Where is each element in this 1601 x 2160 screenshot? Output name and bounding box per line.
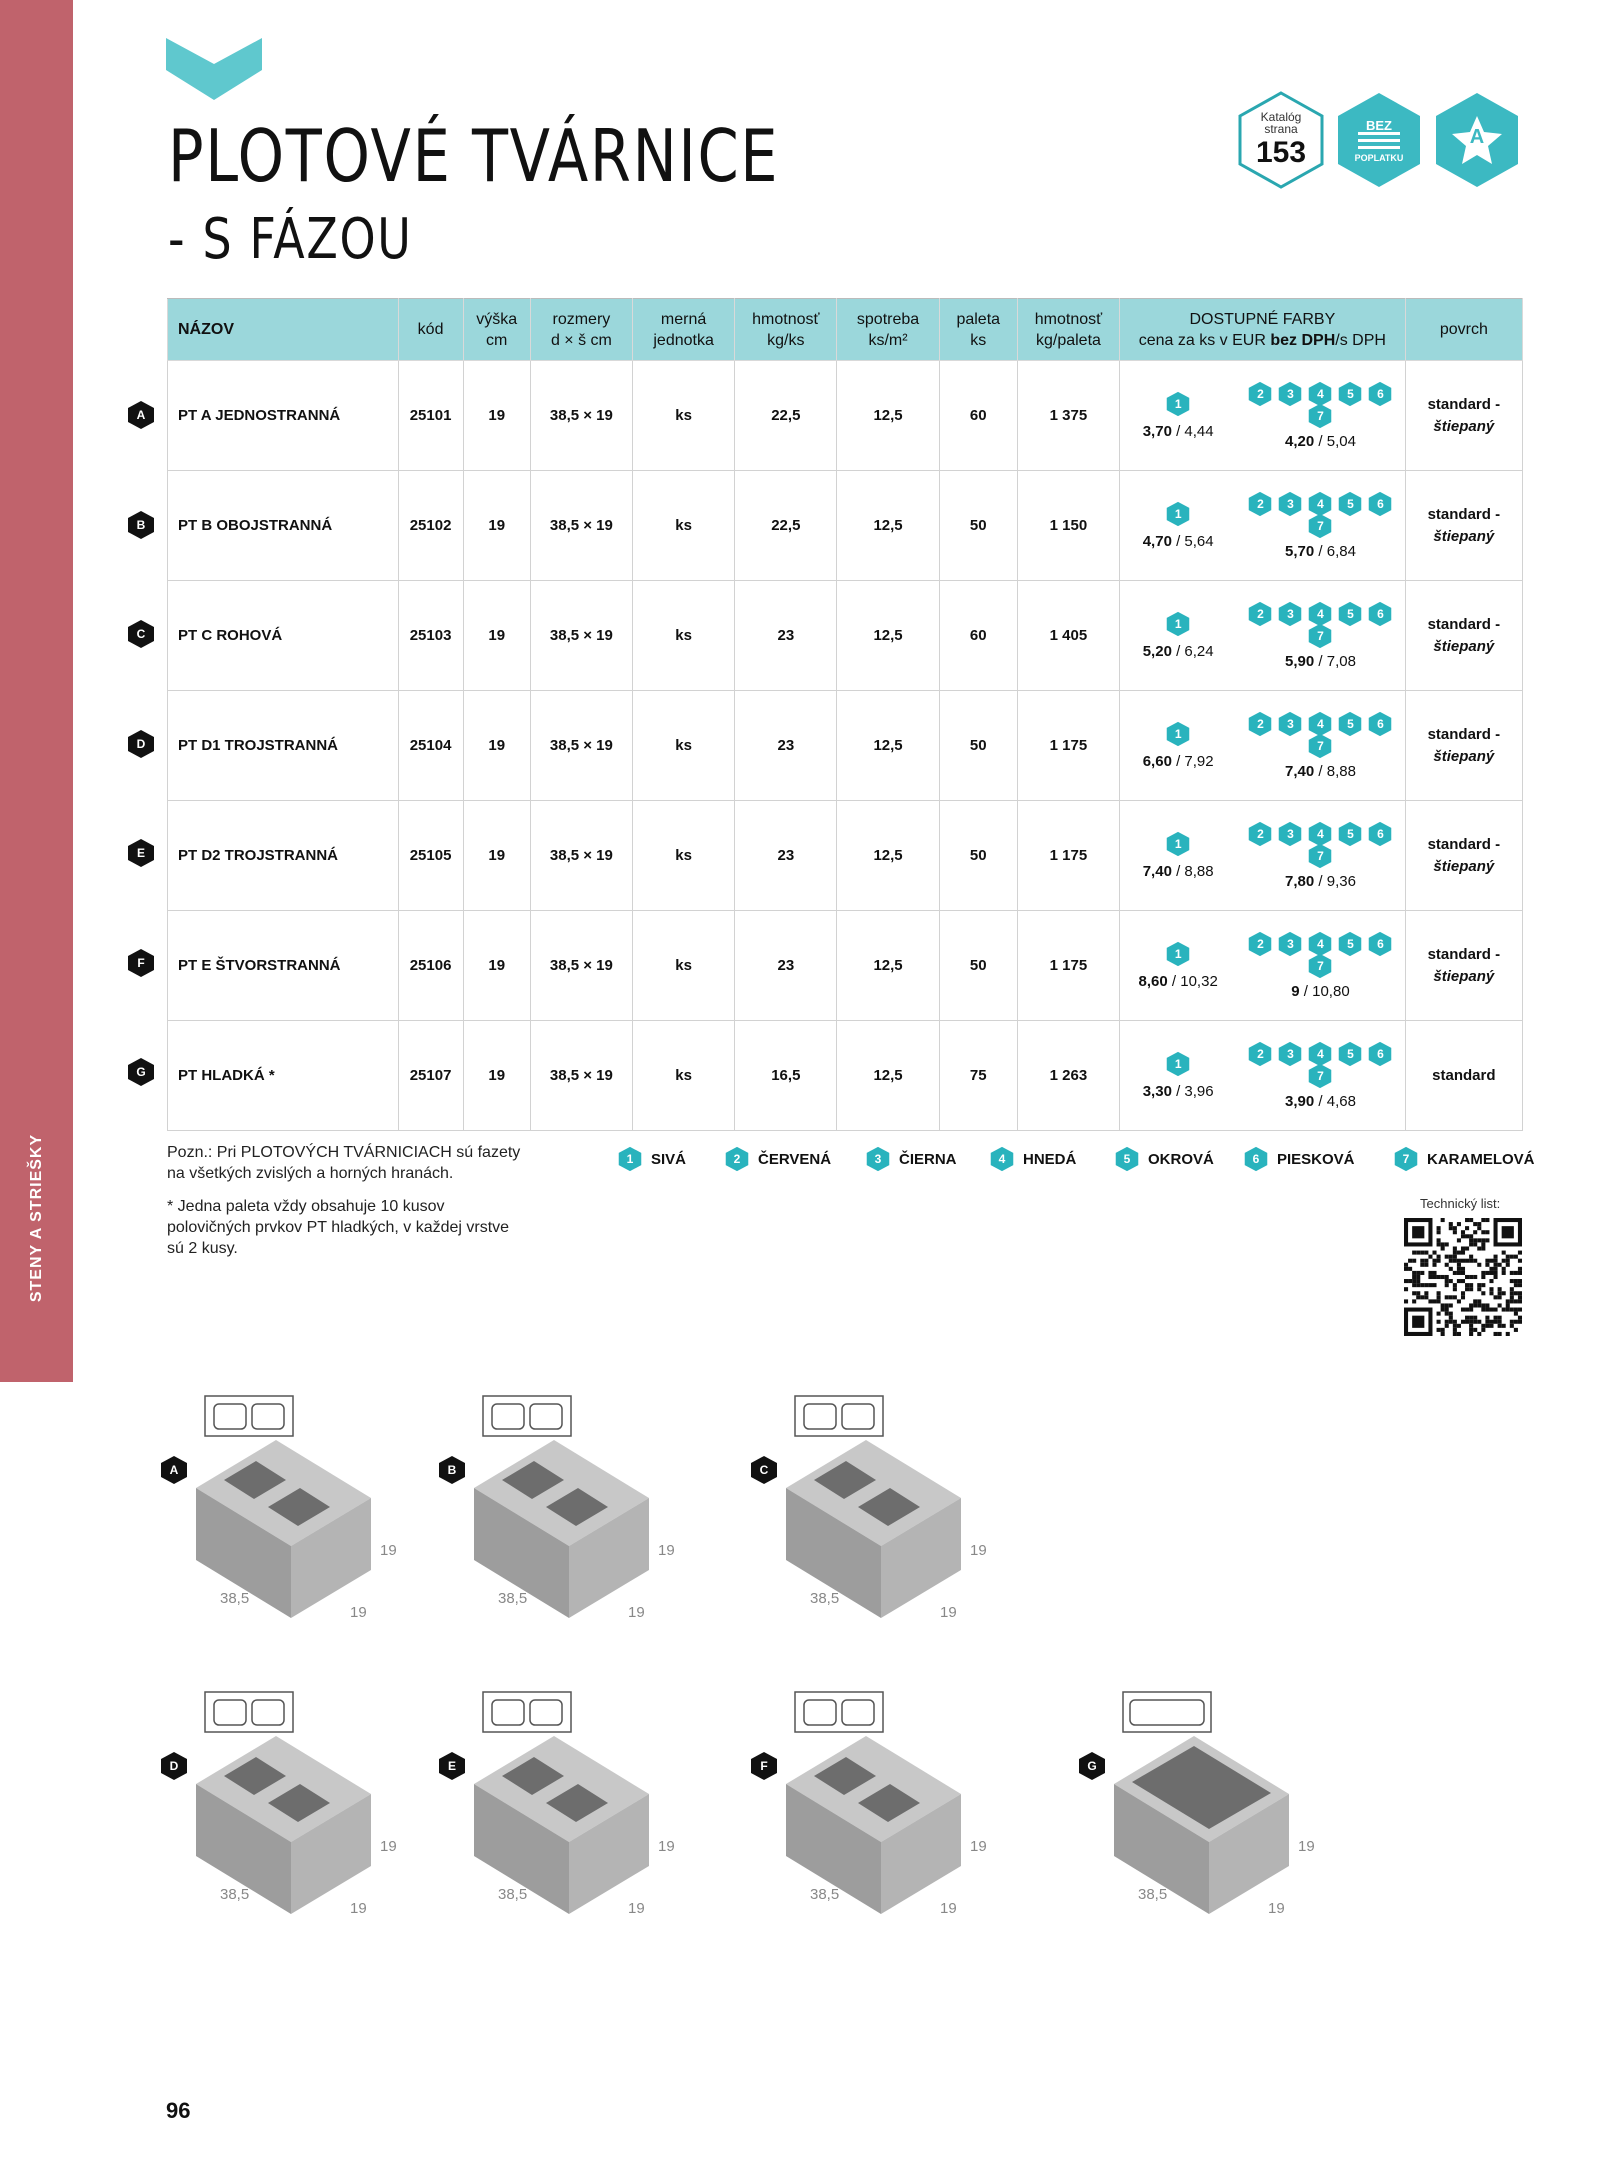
color-chip-7: 7 <box>1307 403 1333 429</box>
color-chip-1: 1 <box>1165 721 1191 747</box>
block-illustration-e <box>428 1686 688 1936</box>
color-chip-3: 3 <box>1277 491 1303 517</box>
color-chip-1: 1 <box>1165 611 1191 637</box>
product-dims: 38,5 × 19 <box>530 471 632 581</box>
product-weight: 23 <box>735 691 837 801</box>
product-height: 19 <box>463 1021 530 1131</box>
price-colored: 2 3 4 5 6 7 5,70 / 6,84 <box>1236 471 1405 581</box>
color-chip-3: 3 <box>1277 711 1303 737</box>
row-marker: C <box>127 619 155 649</box>
col-name: NÁZOV <box>168 299 399 361</box>
col-code: kód <box>398 299 463 361</box>
color-legend <box>617 1146 1535 1176</box>
dim-height: 19 <box>380 1542 397 1559</box>
product-unit: ks <box>633 691 735 801</box>
product-name: PT HLADKÁ * <box>168 1021 399 1131</box>
catalog-page-badge <box>1234 90 1328 190</box>
product-unit: ks <box>633 1021 735 1131</box>
color-chip-2: 2 <box>1247 821 1273 847</box>
product-name: PT D2 TROJSTRANNÁ <box>168 801 399 911</box>
legend-label: SIVÁ <box>651 1150 687 1168</box>
pallet-icon <box>1358 132 1400 149</box>
product-pallet: 50 <box>939 801 1017 911</box>
page-subtitle: - S FÁZOU <box>168 207 413 272</box>
color-chip-7: 7 <box>1307 953 1333 979</box>
color-chip-4: 4 <box>1307 491 1333 517</box>
page-number: 96 <box>166 2098 191 2123</box>
product-surface: standard <box>1405 1021 1522 1131</box>
product-code: 25105 <box>398 801 463 911</box>
sidebar-band <box>0 0 73 1382</box>
badge-group <box>1234 90 1524 190</box>
catalog-page-number: 153 <box>1255 136 1307 169</box>
product-surface: standard - štiepaný <box>1405 801 1522 911</box>
product-code: 25101 <box>398 361 463 471</box>
price-colored: 2 3 4 5 6 7 3,90 / 4,68 <box>1236 1021 1405 1131</box>
product-dims: 38,5 × 19 <box>530 691 632 801</box>
color-chip-6: 6 <box>1367 821 1393 847</box>
block-marker: C <box>750 1455 778 1485</box>
no-fee-badge <box>1332 90 1426 190</box>
col-colors: DOSTUPNÉ FARBY cena za ks v EUR bez DPH/s DPH <box>1120 299 1406 361</box>
table-row <box>168 471 1523 581</box>
product-code: 25103 <box>398 581 463 691</box>
color-chip-3: 3 <box>1277 931 1303 957</box>
color-chip-3: 3 <box>865 1146 891 1172</box>
row-marker: B <box>127 510 155 540</box>
product-height: 19 <box>463 471 530 581</box>
color-chip-5: 5 <box>1337 931 1363 957</box>
color-chip-7: 7 <box>1307 733 1333 759</box>
product-consumption: 12,5 <box>837 361 939 471</box>
product-weight: 22,5 <box>735 361 837 471</box>
product-pallet: 75 <box>939 1021 1017 1131</box>
color-chip-1: 1 <box>1165 941 1191 967</box>
color-chip-2: 2 <box>1247 491 1273 517</box>
product-name: PT D1 TROJSTRANNÁ <box>168 691 399 801</box>
product-height: 19 <box>463 581 530 691</box>
concrete-block-drawing <box>1068 1686 1328 1941</box>
color-chip-3: 3 <box>1277 381 1303 407</box>
product-code: 25106 <box>398 911 463 1021</box>
chevron-down-icon <box>166 38 262 100</box>
color-chip-5: 5 <box>1337 1041 1363 1067</box>
table-row <box>168 1021 1523 1131</box>
color-chip-4: 4 <box>989 1146 1015 1172</box>
legend-label: PIESKOVÁ <box>1277 1150 1355 1168</box>
row-marker: F <box>127 948 155 978</box>
product-name: PT C ROHOVÁ <box>168 581 399 691</box>
price-grey: 1 8,60 / 10,32 <box>1120 911 1237 1021</box>
product-unit: ks <box>633 471 735 581</box>
color-chip-3: 3 <box>1277 1041 1303 1067</box>
concrete-block-drawing <box>150 1390 410 1645</box>
product-pallet-weight: 1 405 <box>1017 581 1119 691</box>
dim-width: 19 <box>350 1604 367 1621</box>
product-code: 25102 <box>398 471 463 581</box>
dim-length: 38,5 <box>810 1590 840 1607</box>
dim-height: 19 <box>658 1838 675 1855</box>
product-name: PT A JEDNOSTRANNÁ <box>168 361 399 471</box>
catalog-label: Katalóg strana <box>1260 110 1302 136</box>
price-grey: 1 3,70 / 4,44 <box>1120 361 1237 471</box>
color-chip-3: 3 <box>1277 601 1303 627</box>
product-name: PT B OBOJSTRANNÁ <box>168 471 399 581</box>
color-chip-6: 6 <box>1367 931 1393 957</box>
product-consumption: 12,5 <box>837 801 939 911</box>
col-weight: hmotnosť kg/ks <box>735 299 837 361</box>
dim-height: 19 <box>1298 1838 1315 1855</box>
color-chip-5: 5 <box>1337 711 1363 737</box>
color-chip-6: 6 <box>1243 1146 1269 1172</box>
row-marker: A <box>127 400 155 430</box>
no-fee-top: BEZ <box>1366 118 1392 133</box>
dim-length: 38,5 <box>810 1886 840 1903</box>
dim-length: 38,5 <box>1138 1886 1168 1903</box>
col-pallet: paleta ks <box>939 299 1017 361</box>
price-colored: 2 3 4 5 6 7 5,90 / 7,08 <box>1236 581 1405 691</box>
color-chip-4: 4 <box>1307 601 1333 627</box>
dim-length: 38,5 <box>220 1886 250 1903</box>
color-chip-6: 6 <box>1367 381 1393 407</box>
block-illustration-g <box>1068 1686 1328 1936</box>
product-pallet: 60 <box>939 581 1017 691</box>
concrete-block-drawing <box>740 1390 1000 1645</box>
product-pallet: 50 <box>939 911 1017 1021</box>
dim-width: 19 <box>350 1900 367 1917</box>
product-dims: 38,5 × 19 <box>530 1021 632 1131</box>
color-chip-1: 1 <box>1165 1051 1191 1077</box>
product-weight: 16,5 <box>735 1021 837 1131</box>
product-unit: ks <box>633 581 735 691</box>
dim-height: 19 <box>380 1838 397 1855</box>
legend-label: ČERVENÁ <box>758 1150 832 1168</box>
product-pallet-weight: 1 175 <box>1017 801 1119 911</box>
legend-label: ČIERNA <box>899 1150 957 1168</box>
product-weight: 23 <box>735 911 837 1021</box>
grade-badge <box>1430 90 1524 190</box>
dim-length: 38,5 <box>498 1590 528 1607</box>
color-chip-4: 4 <box>1307 711 1333 737</box>
color-chip-2: 2 <box>724 1146 750 1172</box>
dim-length: 38,5 <box>498 1886 528 1903</box>
color-chip-6: 6 <box>1367 601 1393 627</box>
legend-item-6 <box>1243 1146 1355 1172</box>
color-chip-5: 5 <box>1337 821 1363 847</box>
dim-width: 19 <box>940 1604 957 1621</box>
block-marker: B <box>438 1455 466 1485</box>
product-height: 19 <box>463 361 530 471</box>
product-consumption: 12,5 <box>837 691 939 801</box>
block-marker: G <box>1078 1751 1106 1781</box>
product-weight: 23 <box>735 801 837 911</box>
color-chip-2: 2 <box>1247 381 1273 407</box>
product-consumption: 12,5 <box>837 911 939 1021</box>
legend-item-2 <box>724 1146 831 1172</box>
row-marker: G <box>127 1057 155 1087</box>
product-name: PT E ŠTVORSTRANNÁ <box>168 911 399 1021</box>
price-colored: 2 3 4 5 6 7 4,20 / 5,04 <box>1236 361 1405 471</box>
table-row <box>168 691 1523 801</box>
color-chip-1: 1 <box>1165 831 1191 857</box>
row-marker: D <box>127 729 155 759</box>
block-marker: F <box>750 1751 778 1781</box>
color-chip-2: 2 <box>1247 601 1273 627</box>
color-chip-4: 4 <box>1307 931 1333 957</box>
block-marker: E <box>438 1751 466 1781</box>
color-chip-4: 4 <box>1307 381 1333 407</box>
col-surface: povrch <box>1405 299 1522 361</box>
col-height: výška cm <box>463 299 530 361</box>
product-height: 19 <box>463 801 530 911</box>
product-surface: standard - štiepaný <box>1405 691 1522 801</box>
table-row <box>168 911 1523 1021</box>
product-unit: ks <box>633 361 735 471</box>
product-pallet: 60 <box>939 361 1017 471</box>
product-pallet: 50 <box>939 471 1017 581</box>
legend-label: HNEDÁ <box>1023 1150 1077 1168</box>
product-weight: 22,5 <box>735 471 837 581</box>
color-chip-5: 5 <box>1337 491 1363 517</box>
color-chip-6: 6 <box>1367 1041 1393 1067</box>
col-pallet-weight: hmotnosť kg/paleta <box>1017 299 1119 361</box>
no-fee-bottom: POPLATKU <box>1354 153 1404 163</box>
legend-item-3 <box>865 1146 957 1172</box>
table-row <box>168 801 1523 911</box>
note-fazety: Pozn.: Pri PLOTOVÝCH TVÁRNICIACH sú fazety na všetkých zvislých a horných hranách. <box>167 1144 521 1182</box>
dim-width: 19 <box>628 1604 645 1621</box>
block-illustration-a <box>150 1390 410 1640</box>
legend-item-7 <box>1393 1146 1535 1172</box>
table-header-row <box>168 299 1523 361</box>
product-consumption: 12,5 <box>837 471 939 581</box>
grade-letter: A <box>1469 126 1485 148</box>
col-dims: rozmery d × š cm <box>530 299 632 361</box>
product-surface: standard - štiepaný <box>1405 911 1522 1021</box>
legend-item-4 <box>989 1146 1076 1172</box>
table-row <box>168 361 1523 471</box>
color-chip-6: 6 <box>1367 711 1393 737</box>
block-illustration-b <box>428 1390 688 1640</box>
qr-label: Technický list: <box>1420 1196 1501 1211</box>
block-illustration-f <box>740 1686 1000 1936</box>
price-grey: 1 5,20 / 6,24 <box>1120 581 1237 691</box>
product-consumption: 12,5 <box>837 581 939 691</box>
block-illustration-c <box>740 1390 1000 1640</box>
dim-height: 19 <box>970 1542 987 1559</box>
row-marker: E <box>127 838 155 868</box>
color-chip-7: 7 <box>1307 623 1333 649</box>
qr-code-icon[interactable] <box>1404 1218 1522 1336</box>
color-chip-1: 1 <box>1165 391 1191 417</box>
color-chip-3: 3 <box>1277 821 1303 847</box>
dim-height: 19 <box>658 1542 675 1559</box>
col-consumption: spotreba ks/m² <box>837 299 939 361</box>
product-dims: 38,5 × 19 <box>530 581 632 691</box>
product-table <box>167 298 1523 1131</box>
product-unit: ks <box>633 801 735 911</box>
color-chip-7: 7 <box>1307 1063 1333 1089</box>
product-pallet-weight: 1 175 <box>1017 691 1119 801</box>
legend-item-5 <box>1114 1146 1214 1172</box>
product-unit: ks <box>633 911 735 1021</box>
product-weight: 23 <box>735 581 837 691</box>
dim-length: 38,5 <box>220 1590 250 1607</box>
color-chip-4: 4 <box>1307 821 1333 847</box>
product-height: 19 <box>463 911 530 1021</box>
product-surface: standard - štiepaný <box>1405 361 1522 471</box>
price-grey: 1 3,30 / 3,96 <box>1120 1021 1237 1131</box>
color-chip-5: 5 <box>1114 1146 1140 1172</box>
product-pallet-weight: 1 150 <box>1017 471 1119 581</box>
concrete-block-drawing <box>150 1686 410 1941</box>
page-title: PLOTOVÉ TVÁRNICE <box>168 114 780 198</box>
dim-width: 19 <box>940 1900 957 1917</box>
block-marker: A <box>160 1455 188 1485</box>
color-chip-6: 6 <box>1367 491 1393 517</box>
concrete-block-drawing <box>428 1686 688 1941</box>
color-chip-5: 5 <box>1337 381 1363 407</box>
price-colored: 2 3 4 5 6 7 9 / 10,80 <box>1236 911 1405 1021</box>
price-grey: 1 4,70 / 5,64 <box>1120 471 1237 581</box>
product-dims: 38,5 × 19 <box>530 361 632 471</box>
color-chip-5: 5 <box>1337 601 1363 627</box>
concrete-block-drawing <box>740 1686 1000 1941</box>
color-chip-2: 2 <box>1247 1041 1273 1067</box>
product-pallet-weight: 1 375 <box>1017 361 1119 471</box>
product-height: 19 <box>463 691 530 801</box>
price-grey: 1 6,60 / 7,92 <box>1120 691 1237 801</box>
dim-width: 19 <box>1268 1900 1285 1917</box>
block-marker: D <box>160 1751 188 1781</box>
table-row <box>168 581 1523 691</box>
price-colored: 2 3 4 5 6 7 7,40 / 8,88 <box>1236 691 1405 801</box>
col-unit: merná jednotka <box>633 299 735 361</box>
product-code: 25104 <box>398 691 463 801</box>
sidebar-label: STENY A STRIEŠKY <box>28 1133 45 1303</box>
color-chip-7: 7 <box>1307 513 1333 539</box>
note-pallet: * Jedna paleta vždy obsahuje 10 kusov polovičných prvkov PT hladkých, v každej vrstve sú 2 kusy. <box>167 1198 510 1257</box>
product-pallet-weight: 1 175 <box>1017 911 1119 1021</box>
legend-label: OKROVÁ <box>1148 1150 1214 1168</box>
product-consumption: 12,5 <box>837 1021 939 1131</box>
product-surface: standard - štiepaný <box>1405 471 1522 581</box>
dim-width: 19 <box>628 1900 645 1917</box>
product-surface: standard - štiepaný <box>1405 581 1522 691</box>
color-chip-4: 4 <box>1307 1041 1333 1067</box>
legend-label: KARAMELOVÁ <box>1427 1150 1535 1168</box>
legend-item-1 <box>617 1146 686 1172</box>
color-chip-7: 7 <box>1307 843 1333 869</box>
color-chip-1: 1 <box>617 1146 643 1172</box>
price-colored: 2 3 4 5 6 7 7,80 / 9,36 <box>1236 801 1405 911</box>
dim-height: 19 <box>970 1838 987 1855</box>
concrete-block-drawing <box>428 1390 688 1645</box>
color-chip-7: 7 <box>1393 1146 1419 1172</box>
product-pallet-weight: 1 263 <box>1017 1021 1119 1131</box>
color-chip-2: 2 <box>1247 711 1273 737</box>
product-dims: 38,5 × 19 <box>530 801 632 911</box>
product-pallet: 50 <box>939 691 1017 801</box>
product-code: 25107 <box>398 1021 463 1131</box>
price-grey: 1 7,40 / 8,88 <box>1120 801 1237 911</box>
product-dims: 38,5 × 19 <box>530 911 632 1021</box>
block-illustration-d <box>150 1686 410 1936</box>
color-chip-1: 1 <box>1165 501 1191 527</box>
color-chip-2: 2 <box>1247 931 1273 957</box>
